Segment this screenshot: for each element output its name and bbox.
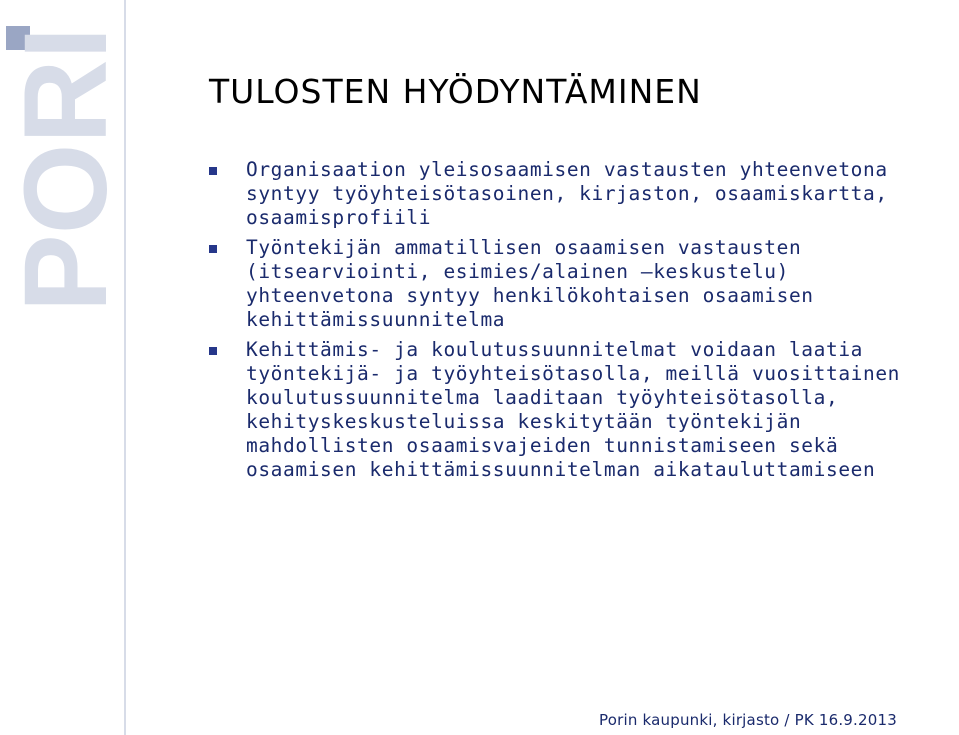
slide-title: TULOSTEN HYÖDYNTÄMINEN [209,72,702,112]
logo-strip [0,0,132,320]
bullet-text: Organisaation yleisosaamisen vastausten yhteenvetona syntyy työyhteisötasoinen, kirjaston, osaamiskartta, osaamisprofiili [246,158,888,229]
bullet-square-icon [209,167,217,175]
bullet-list [208,158,908,488]
bullet-item [208,236,908,332]
bullet-text: Työntekijän ammatillisen osaamisen vastausten (itsearviointi, esimies/alainen –keskustelu) yhteenvetona syntyy henkilökohtaisen osaamisen kehittämissuunnitelma [246,236,814,331]
bullet-item [208,158,908,230]
pori-logo [0,22,132,312]
bullet-square-icon [209,245,217,253]
footer-text: Porin kaupunki, kirjasto / PK 16.9.2013 [599,711,897,729]
bullet-text: Kehittämis- ja koulutussuunnitelmat voidaan laatia työntekijä- ja työyhteisötasolla, meillä vuosittainen koulutussuunnitelma laaditaan työyhteisötasolla, kehityskeskusteluissa keskitytään työntekijän mahdollisten osaamisvajeiden tunnistamiseen sekä osaamisen kehittämissuunnitelman aikatauluttamiseen [246,338,901,481]
logo-text: PORI [0,23,132,312]
bullet-item [208,338,908,482]
bullet-square-icon [209,347,217,355]
